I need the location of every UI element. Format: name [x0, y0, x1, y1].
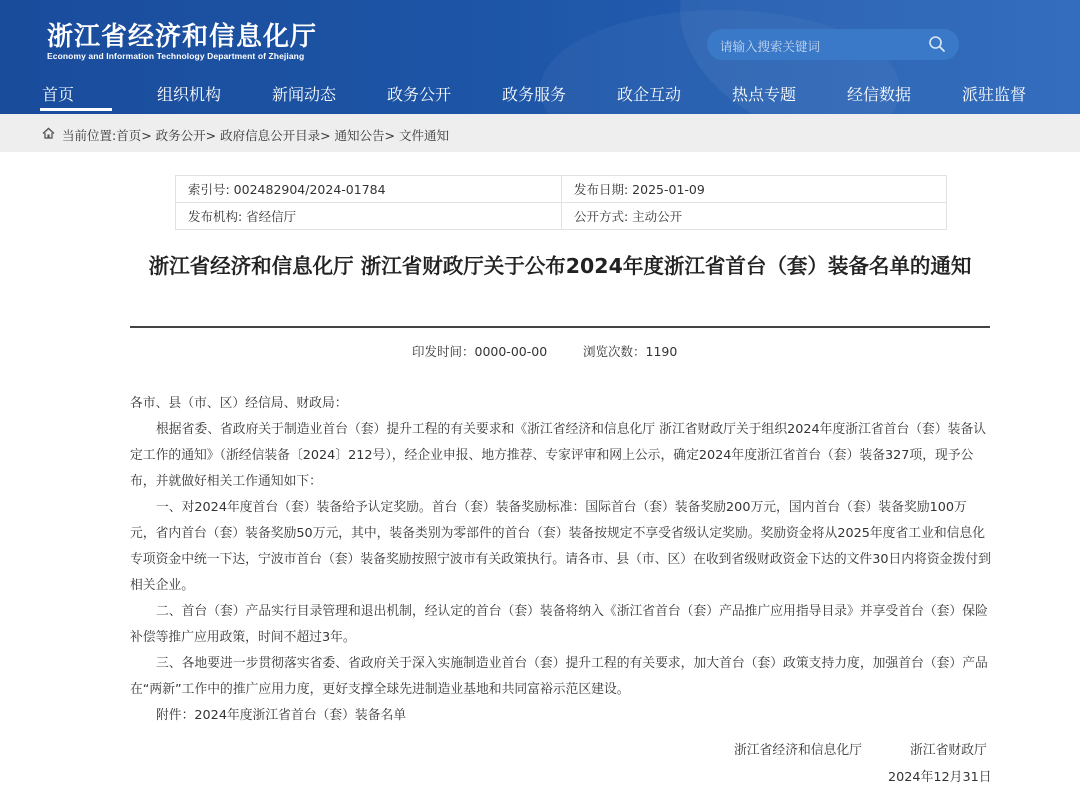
nav-item-news[interactable]: 新闻动态 [272, 85, 337, 104]
site-logo-en: Economy and Information Technology Department of Zhejiang [47, 51, 305, 61]
document-date: 2024年12月31日 [888, 770, 992, 785]
nav-item-gov-services[interactable]: 政务服务 [502, 85, 567, 104]
signer-2: 浙江省财政厅 [910, 743, 987, 758]
body-paragraph: 一、对2024年度首台（套）装备给予认定奖励。首台（套）装备奖励标准：国际首台（套）装备奖励200万元，国内首台（套）装备奖励100万元，省内首台（套）装备奖励50万元，其中，装备类别为零部件的首台（套）装备按规定不享受省级认定奖励。奖励资金将从2025年度省工业和信息化专项资金中统一下达，宁波市首台（套）装备奖励按照宁波市有关政策执行。请各市、县（市、区）在收到省级财政资金下达的文件30日内将资金拨付到相关企业。 [130, 500, 991, 593]
attachment-link[interactable]: 附件：2024年度浙江省首台（套）装备名单 [156, 708, 407, 723]
print-time: 印发时间：0000-00-00 [412, 344, 548, 359]
article-body [130, 391, 992, 729]
nav-item-supervision[interactable]: 派驻监督 [962, 85, 1027, 104]
body-paragraph: 根据省委、省政府关于制造业首台（套）提升工程的有关要求和《浙江省经济和信息化厅 浙江省财政厅关于组织2024年度浙江省首台（套）装备认定工作的通知》（浙经信装备〔2024〕212号），经企业申报、地方推荐、专家评审和网上公示，确定2024年度浙江省首台（套）装备327项，现予公布，并就做好相关工作通知如下： [130, 422, 987, 489]
body-paragraph: 二、首台（套）产品实行目录管理和退出机制，经认定的首台（套）装备将纳入《浙江省首台（套）产品推广应用指导目录》并享受首台（套）保险补偿等推广应用政策，时间不超过3年。 [130, 604, 988, 645]
meta-issuer: 发布机构: 省经信厅 [176, 203, 562, 230]
main-nav [0, 82, 1080, 112]
site-header [0, 0, 1080, 114]
article-info [0, 342, 1080, 360]
meta-publish-date: 发布日期: 2025-01-09 [562, 176, 947, 203]
meta-index-no: 索引号: 002482904/2024-01784 [176, 176, 562, 203]
nav-item-data[interactable]: 经信数据 [847, 85, 912, 104]
breadcrumb [0, 114, 1080, 152]
search-icon[interactable] [928, 35, 946, 53]
nav-item-home[interactable]: 首页 [42, 82, 74, 105]
breadcrumb-text[interactable]: 当前位置:首页> 政务公开> 政府信息公开目录> 通知公告> 文件通知 [62, 128, 450, 143]
nav-item-topics[interactable]: 热点专题 [732, 85, 797, 104]
document-meta-table [175, 175, 947, 230]
search-input[interactable]: 请输入搜索关键词 [720, 39, 821, 54]
signer-1: 浙江省经济和信息化厅 [734, 743, 862, 758]
body-paragraph: 三、各地要进一步贯彻落实省委、省政府关于深入实施制造业首台（套）提升工程的有关要求，加大首台（套）政策支持力度，加强首台（套）产品在“两新”工作中的推广应用力度，更好支撑全球先进制造业基地和共同富裕示范区建设。 [130, 656, 988, 697]
site-logo-cn[interactable]: 浙江省经济和信息化厅 [47, 22, 318, 52]
salutation: 各市、县（市、区）经信局、财政局： [130, 396, 348, 411]
home-icon [42, 127, 55, 139]
title-divider [130, 326, 990, 328]
nav-item-interaction[interactable]: 政企互动 [617, 85, 682, 104]
page-title: 浙江省经济和信息化厅 浙江省财政厅关于公布2024年度浙江省首台（套）装备名单的通知 [148, 254, 972, 278]
view-count: 浏览次数：1190 [583, 344, 678, 359]
nav-item-gov-disclosure[interactable]: 政务公开 [387, 85, 452, 104]
search-box[interactable] [707, 29, 959, 60]
meta-disclosure: 公开方式: 主动公开 [562, 203, 947, 230]
nav-item-organization[interactable]: 组织机构 [157, 85, 222, 104]
